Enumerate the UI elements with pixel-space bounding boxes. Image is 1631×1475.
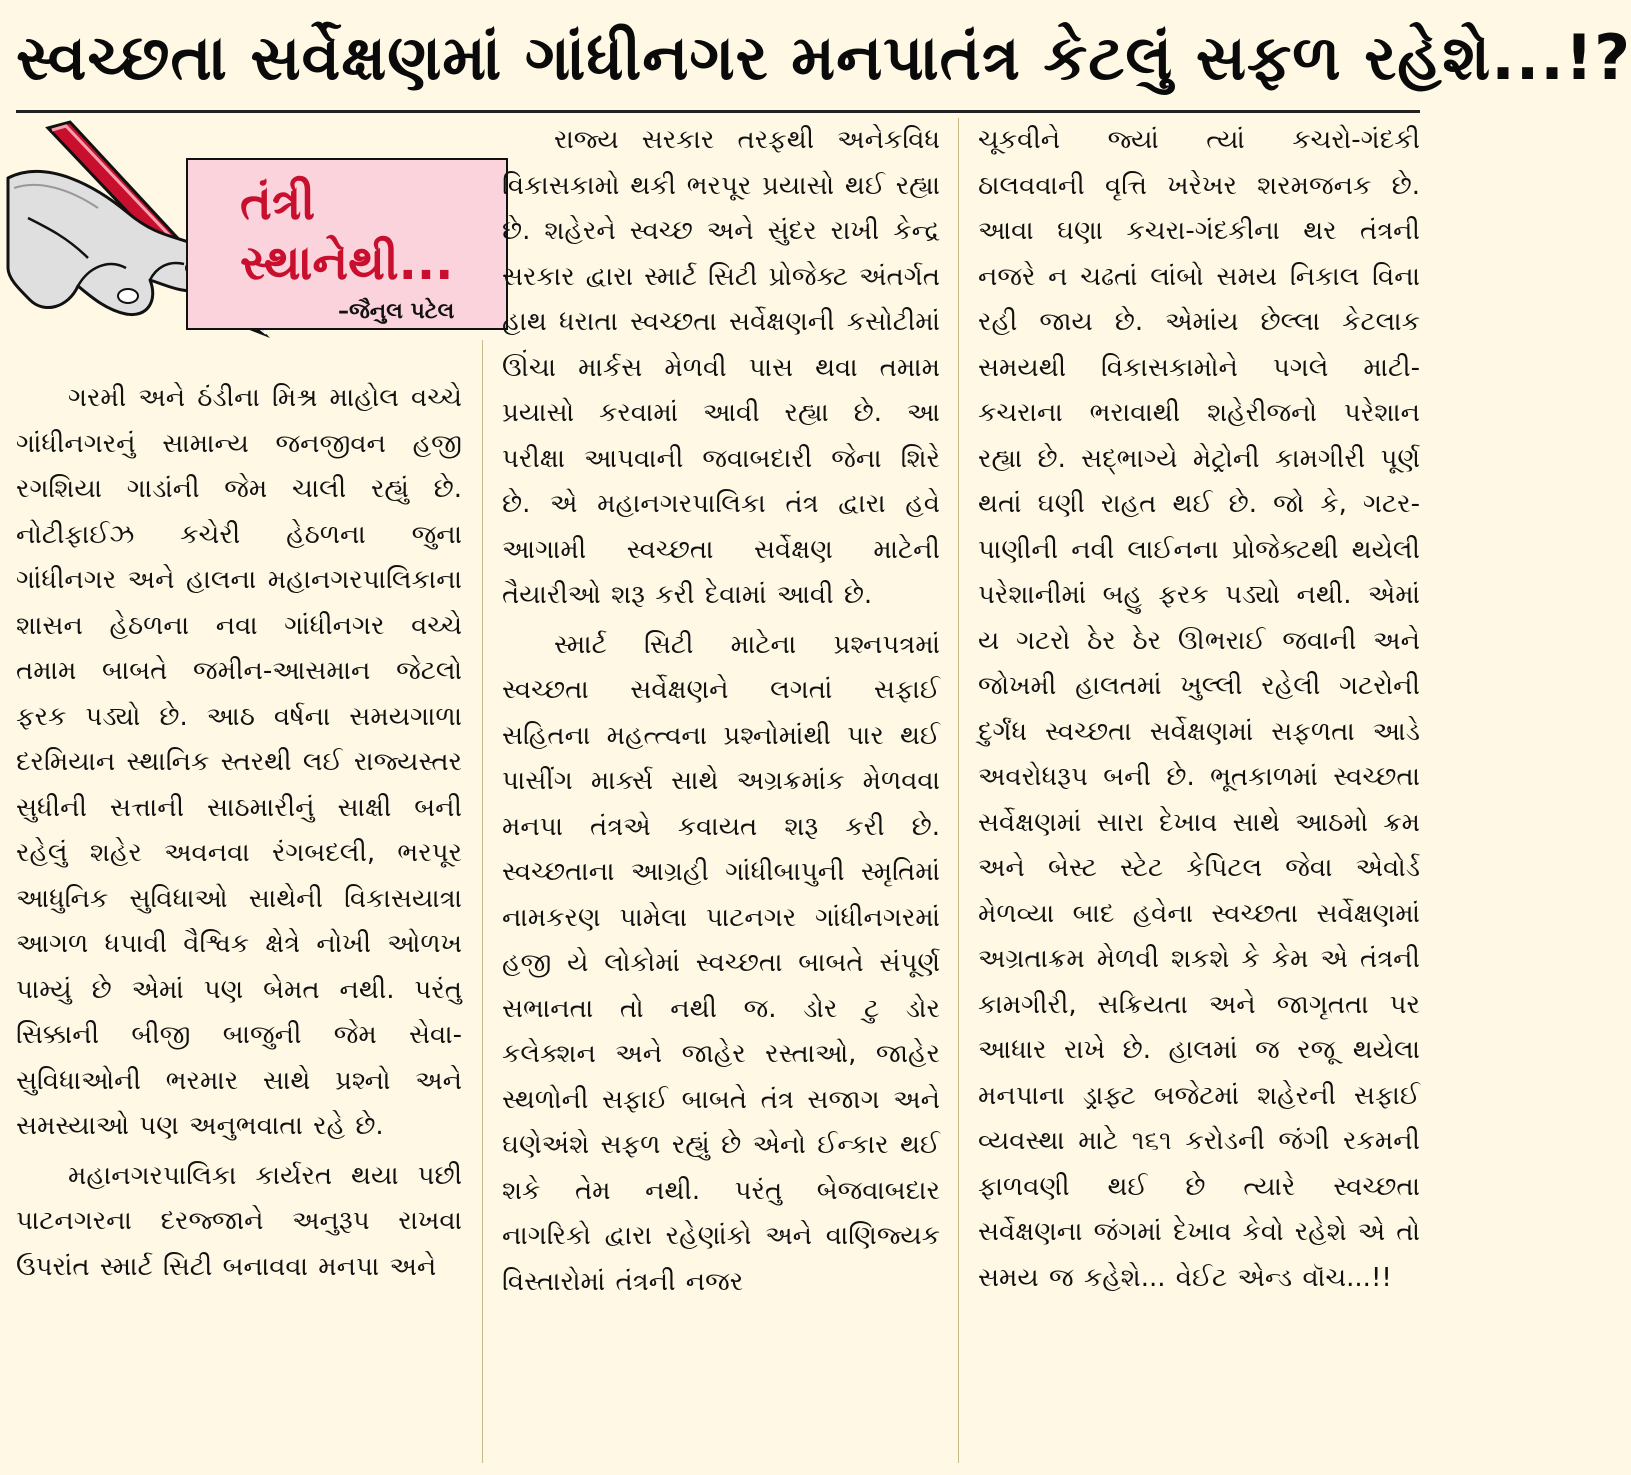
editorial-badge [8, 118, 502, 340]
article-paragraph: મહાનગરપાલિકા કાર્યરત થયા પછી પાટનગરના દરજ્જાને અનુરૂપ રાખવા ઉપરાંત સ્માર્ટ સિટી બનાવવા મનપા અને [16, 1160, 462, 1282]
headline-rule [16, 110, 1420, 113]
column-divider [958, 118, 959, 1463]
article-paragraph: સ્માર્ટ સિટી માટેના પ્રશ્નપત્રમાં સ્વચ્છતા સર્વેક્ષણને લગતાં સફાઈ સહિતના મહત્ત્વના પ્રશ્નોમાંથી પાર થઈ પાસીંગ માર્ક્સ સાથે અગ્રક્રમાંક મેળવવા મનપા તંત્રએ કવાયત શરૂ કરી છે. સ્વચ્છતાના આગ્રહી ગાંધીબાપુની સ્મૃતિમાં નામકરણ પામેલા પાટનગર ગાંધીનગરમાં હજી યે લોકોમાં સ્વચ્છતા બાબતે સંપૂર્ણ સભાનતા તો નથી જ. ડોર ટુ ડોર કલેક્શન અને જાહેર રસ્તાઓ, જાહેર સ્થળોની સફાઈ બાબતે તંત્ર સજાગ અને ઘણેઅંશે સફળ રહ્યું છે એનો ઈન્કાર થઈ શકે તેમ નથી. પરંતુ બેજવાબદાર નાગરિકો દ્વારા રહેણાંકો અને વાણિજ્યક વિસ્તારોમાં તંત્રની નજર [502, 629, 940, 1297]
article-paragraph: ચૂકવીને જ્યાં ત્યાં કચરો-ગંદકી ઠાલવવાની વૃત્તિ ખરેખર શરમજનક છે. આવા ઘણા કચરા-ગંદકીના થર તંત્રની નજરે ન ચઢતાં લાંબો સમય નિકાલ વિના રહી જાય છે. એમાંય છેલ્લા કેટલાક સમયથી વિકાસકામોને પગલે માટી-કચરાના ભરાવાથી શહેરીજનો પરેશાન રહ્યા છે. સદ્ભાગ્યે મેટ્રોની કામગીરી પૂર્ણ થતાં ઘણી રાહત થઈ છે. જો કે, ગટર-પાણીની નવી લાઈનના પ્રોજેક્ટથી થયેલી પરેશાનીમાં બહુ ફરક પડ્યો નથી. એમાં ય ગટરો ઠેર ઠેર ઊભરાઈ જવાની અને જોખમી હાલતમાં ખુલ્લી રહેલી ગટરોની દુર્ગંધ સ્વચ્છતા સર્વેક્ષણમાં સફળતા આડે અવરોધરૂપ બની છે. ભૂતકાળમાં સ્વચ્છતા સર્વેક્ષણમાં સારા દેખાવ સાથે આઠમો ક્રમ અને બેસ્ટ સ્ટેટ કેપિટલ જેવા એવોર્ડ મેળવ્યા બાદ હવેના સ્વચ્છતા સર્વેક્ષણમાં અગ્રતાક્રમ મેળવી શકશે કે કેમ એ તંત્રની કામગીરી, સક્રિયતા અને જાગૃતતા પર આધાર રાખે છે. હાલમાં જ રજૂ થયેલા મનપાના ડ્રાફ્ટ બજેટમાં શહેરની સફાઈ વ્યવસ્થા માટે ૧૬૧ કરોડની જંગી રકમની ફાળવણી થઈ છે ત્યારે સ્વચ્છતા સર્વેક્ષણના જંગમાં દેખાવ કેવો રહેશે એ તો સમય જ કહેશે... વેઈટ એન્ડ વૉચ...!! [978, 125, 1420, 1293]
article-column-3 [978, 118, 1420, 1468]
editorial-badge-title: તંત્રી [240, 175, 316, 231]
article-paragraph: રાજ્ય સરકાર તરફથી અનેકવિધ વિકાસકામો થકી ભરપૂર પ્રયાસો થઈ રહ્યા છે. શહેરને સ્વચ્છ અને સુંદર રાખી કેન્દ્ર સરકાર દ્વારા સ્માર્ટ સિટી પ્રોજેક્ટ અંતર્ગત હાથ ધરાતા સ્વચ્છતા સર્વેક્ષણની કસોટીમાં ઊંચા માર્કસ મેળવી પાસ થવા તમામ પ્રયાસો કરવામાં આવી રહ્યા છે. આ પરીક્ષા આપવાની જવાબદારી જેના શિરે છે. એ મહાનગરપાલિકા તંત્ર દ્વારા હવે આગામી સ્વચ્છતા સર્વેક્ષણ માટેની તૈયારીઓ શરૂ કરી દેવામાં આવી છે. [502, 125, 940, 610]
headline: સ્વચ્છતા સર્વેક્ષણમાં ગાંધીનગર મનપાતંત્ર કેટલું સફળ રહેશે...!? [16, 21, 1631, 94]
article-column-2 [502, 118, 940, 1468]
article-column-1 [16, 118, 462, 1468]
editorial-badge-subtitle: સ્થાનેથી... [240, 235, 454, 291]
editorial-author: –જૈનુલ પટેલ [338, 299, 455, 324]
article-paragraph: ગરમી અને ઠંડીના મિશ્ર માહોલ વચ્ચે ગાંધીનગરનું સામાન્ય જનજીવન હજી રગશિયા ગાડાંની જેમ ચાલી રહ્યું છે. નોટીફાઈઝ કચેરી હેઠળના જુના ગાંધીનગર અને હાલના મહાનગરપાલિકાના શાસન હેઠળના નવા ગાંધીનગર વચ્ચે તમામ બાબતે જમીન-આસમાન જેટલો ફરક પડ્યો છે. આઠ વર્ષના સમયગાળા દરમિયાન સ્થાનિક સ્તરથી લઈ રાજ્યસ્તર સુધીની સત્તાની સાઠમારીનું સાક્ષી બની રહેલું શહેર અવનવા રંગબદલી, ભરપૂર આધુનિક સુવિધાઓ સાથેની વિકાસયાત્રા આગળ ધપાવી વૈશ્વિક ક્ષેત્રે નોખી ઓળખ પામ્યું છે એમાં પણ બેમત નથી. પરંતુ સિક્કાની બીજી બાજુની જેમ સેવા-સુવિધાઓની ભરમાર સાથે પ્રશ્નો અને સમસ્યાઓ પણ અનુભવાતા રહે છે. [16, 383, 462, 1141]
